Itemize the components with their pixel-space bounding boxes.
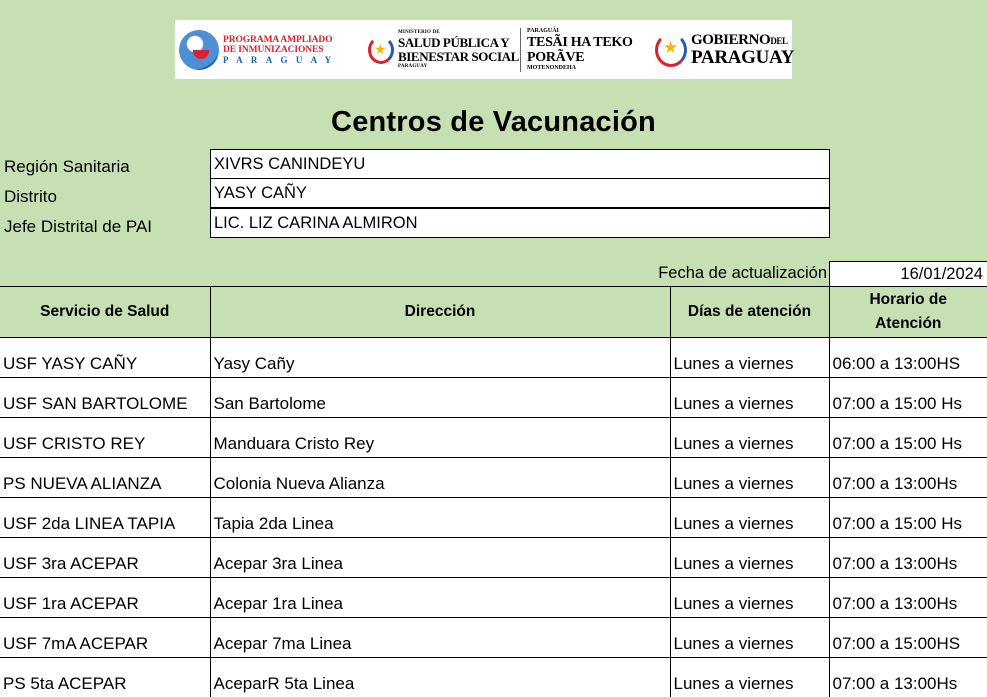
cell-direccion: San Bartolome: [210, 378, 670, 418]
pai-logo: [179, 20, 339, 79]
gobierno-line1: GOBIERNO: [691, 32, 771, 48]
cell-servicio: USF SAN BARTOLOME: [0, 378, 210, 418]
cell-horario: 07:00 a 15:00 Hs: [829, 498, 987, 538]
cell-horario: 07:00 a 15:00 Hs: [829, 378, 987, 418]
cell-dias: Lunes a viernes: [670, 418, 829, 458]
cell-dias: Lunes a viernes: [670, 338, 829, 378]
cell-dias: Lunes a viernes: [670, 658, 829, 697]
distrito-label: Distrito: [4, 187, 57, 206]
cell-servicio: USF 3ra ACEPAR: [0, 538, 210, 578]
table-header-row: [0, 287, 987, 338]
jefe-value: LIC. LIZ CARINA ALMIRON: [210, 208, 830, 238]
distrito-value: YASY CAÑY: [210, 178, 830, 208]
cell-direccion: Acepar 7ma Linea: [210, 618, 670, 658]
cell-servicio: USF 7mA ACEPAR: [0, 618, 210, 658]
table-row: [0, 418, 987, 458]
header-direccion: Dirección: [210, 287, 670, 338]
tesai-logo: [527, 20, 633, 79]
pai-logo-line3: PARAGUAY: [223, 54, 340, 65]
gobierno-line2: PARAGUAY: [691, 47, 795, 68]
cell-servicio: PS NUEVA ALIANZA: [0, 458, 210, 498]
vaccination-centers-table: [0, 286, 987, 697]
tesai-line2: PORÃVE: [527, 49, 585, 65]
logo-banner: [175, 20, 795, 79]
region-label: Región Sanitaria: [4, 157, 130, 176]
region-value: XIVRS CANINDEYU: [210, 149, 830, 179]
header-horario: Horario de Atención: [829, 287, 987, 338]
pai-logo-line2: DE INMUNIZACIONES: [223, 44, 324, 55]
cell-direccion: Yasy Cañy: [210, 338, 670, 378]
cell-servicio: USF 1ra ACEPAR: [0, 578, 210, 618]
ministerio-small-top: MINISTERIO DE: [398, 29, 440, 35]
fecha-value: 16/01/2024: [829, 261, 987, 286]
cell-horario: 06:00 a 13:00HS: [829, 338, 987, 378]
page-title: Centros de Vacunación: [331, 106, 656, 138]
table-row: [0, 458, 987, 498]
table-row: [0, 658, 987, 697]
cell-dias: Lunes a viernes: [670, 578, 829, 618]
cell-dias: Lunes a viernes: [670, 498, 829, 538]
cell-servicio: PS 5ta ACEPAR: [0, 658, 210, 697]
table-row: [0, 538, 987, 578]
cell-horario: 07:00 a 13:00Hs: [829, 578, 987, 618]
cell-servicio: USF 2da LINEA TAPIA: [0, 498, 210, 538]
cell-direccion: Acepar 3ra Linea: [210, 538, 670, 578]
table-row: [0, 578, 987, 618]
cell-horario: 07:00 a 15:00HS: [829, 618, 987, 658]
pai-emblem-icon: [179, 30, 219, 70]
cell-direccion: Acepar 1ra Linea: [210, 578, 670, 618]
table-row: [0, 338, 987, 378]
table-row: [0, 498, 987, 538]
ministerio-line2: BIENESTAR SOCIAL: [398, 48, 519, 64]
cell-horario: 07:00 a 15:00 Hs: [829, 418, 987, 458]
header-dias: Días de atención: [670, 287, 829, 338]
cell-servicio: USF CRISTO REY: [0, 418, 210, 458]
pai-logo-line1: PROGRAMA AMPLIADO: [223, 34, 333, 45]
national-seal-icon: ★: [368, 36, 394, 64]
table-row: [0, 618, 987, 658]
header-servicio: Servicio de Salud: [0, 287, 210, 338]
table-row: [0, 378, 987, 418]
cell-direccion: AceparR 5ta Linea: [210, 658, 670, 697]
national-seal-icon: ★: [655, 33, 687, 67]
cell-dias: Lunes a viernes: [670, 378, 829, 418]
cell-dias: Lunes a viernes: [670, 458, 829, 498]
ministerio-line1: SALUD PÚBLICA Y: [398, 34, 510, 50]
logo-divider: [520, 28, 521, 72]
ministerio-small-bottom: PARAGUAY: [398, 63, 428, 69]
gobierno-line1-small: DEL: [770, 36, 788, 46]
fecha-label: Fecha de actualización: [658, 264, 827, 282]
cell-servicio: USF YASY CAÑY: [0, 338, 210, 378]
cell-direccion: Manduara Cristo Rey: [210, 418, 670, 458]
cell-horario: 07:00 a 13:00Hs: [829, 458, 987, 498]
cell-horario: 07:00 a 13:00Hs: [829, 538, 987, 578]
tesai-line1: TESÃI HA TEKO: [527, 34, 633, 50]
cell-direccion: Colonia Nueva Alianza: [210, 458, 670, 498]
ministerio-logo: [368, 20, 519, 79]
cell-dias: Lunes a viernes: [670, 618, 829, 658]
cell-horario: 07:00 a 13:00Hs: [829, 658, 987, 697]
gobierno-logo: [655, 20, 794, 79]
jefe-label: Jefe Distrital de PAI: [4, 217, 153, 236]
cell-direccion: Tapia 2da Linea: [210, 498, 670, 538]
tesai-small-top: PARAGUÁI: [527, 27, 559, 34]
tesai-small-bottom: MOTENONDEHA: [527, 64, 577, 71]
cell-dias: Lunes a viernes: [670, 538, 829, 578]
